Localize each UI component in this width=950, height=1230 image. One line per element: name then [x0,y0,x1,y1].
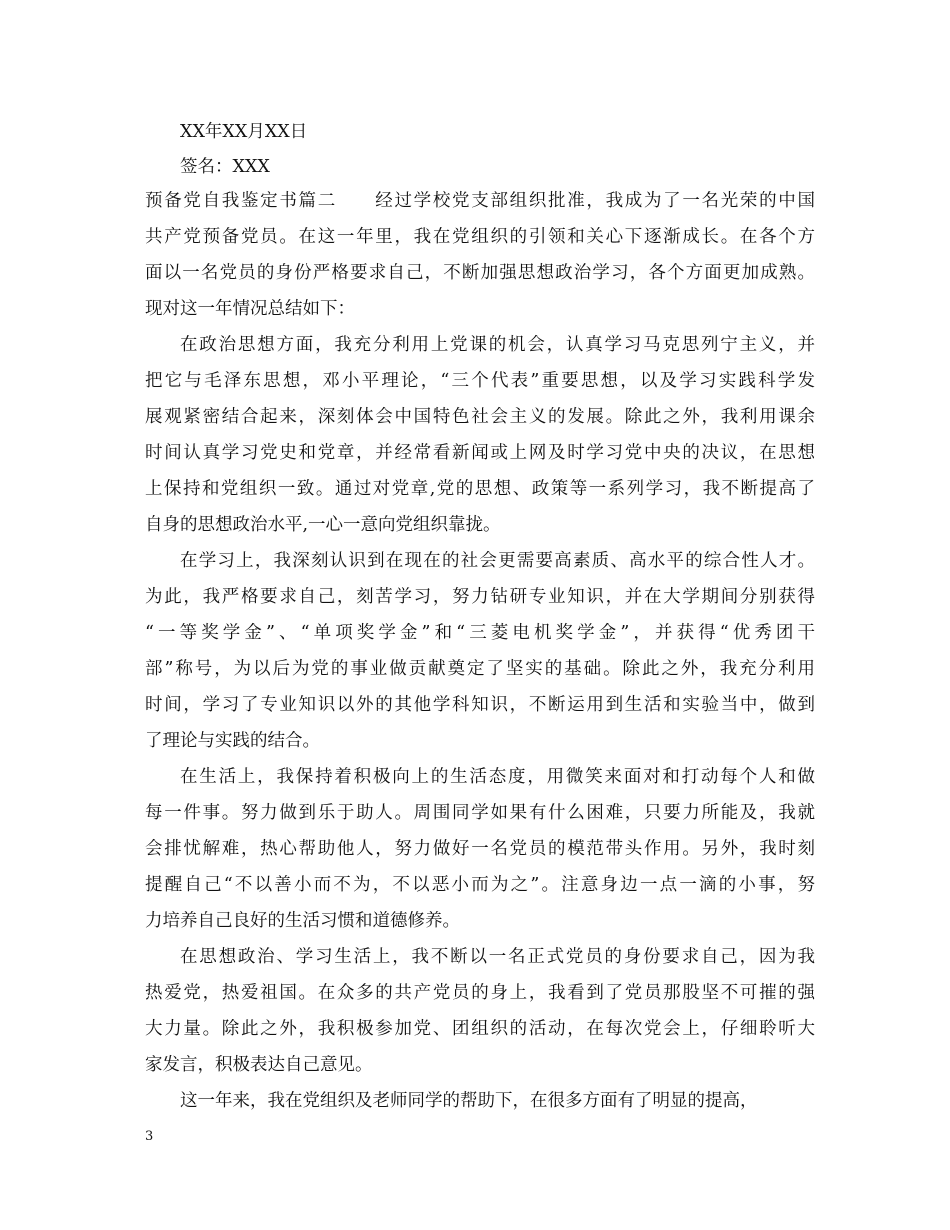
body-line: 提醒自己“不以善小而不为，不以恶小而为之”。注意身边一点一滴的小事，努 [145,875,815,895]
paragraph-first-line: 在学习上，我深刻认识到在现在的社会更需要高素质、高水平的综合性人才。 [180,551,815,571]
body-line: 时间认真学习党史和党章，并经常看新闻或上网及时学习党中央的决议，在思想 [145,443,815,463]
body-line: 部”称号，为以后为党的事业做贡献奠定了坚实的基础。除此之外，我充分利用 [145,659,815,679]
body-line: 面以一名党员的身份严格要求自己，不断加强思想政治学习，各个方面更加成熟。 [145,263,815,283]
date-line: XX年XX月XX日 [180,122,308,142]
body-line: 现对这一年情况总结如下： [145,299,355,319]
body-line: “一等奖学金”、“单项奖学金”和“三菱电机奖学金”，并获得“优秀团干 [145,623,815,643]
paragraph-first-line: 在政治思想方面，我充分利用上党课的机会，认真学习马克思列宁主义，并 [180,335,815,355]
body-line: 热爱党，热爱祖国。在众多的共产党员的身上，我看到了党员那股坚不可摧的强 [145,983,815,1003]
paragraph-first-line: 这一年来，我在党组织及老师同学的帮助下，在很多方面有了明显的提高， [180,1091,758,1111]
body-line: 上保持和党组织一致。通过对党章,党的思想、政策等一系列学习，我不断提高了 [145,479,815,499]
body-line: 把它与毛泽东思想，邓小平理论，“三个代表”重要思想，以及学习实践科学发 [145,371,815,391]
body-line: 家发言，积极表达自己意见。 [145,1055,373,1075]
paragraph-first-line: 在思想政治、学习生活上，我不断以一名正式党员的身份要求自己，因为我 [180,947,815,967]
body-line: 时间，学习了专业知识以外的其他学科知识，不断运用到生活和实验当中，做到 [145,695,815,715]
body-line: 了理论与实践的结合。 [145,731,320,751]
body-line: 会排忧解难，热心帮助他人，努力做好一名党员的模范带头作用。另外，我时刻 [145,839,815,859]
page-number: 3 [145,1129,154,1144]
paragraph-first-line: 在生活上，我保持着积极向上的生活态度，用微笑来面对和打动每个人和做 [180,767,815,787]
body-line: 自身的思想政治水平,一心一意向党组织靠拢。 [145,515,501,535]
body-line: 为此，我严格要求自己，刻苦学习，努力钻研专业知识，并在大学期间分别获得 [145,587,815,607]
body-line: 力培养自己良好的生活习惯和道德修养。 [145,911,460,931]
body-line: 每一件事。努力做到乐于助人。周围同学如果有什么困难，只要力所能及，我就 [145,803,815,823]
signature-line: 签名：XXX [180,157,270,177]
body-line: 展观紧密结合起来，深刻体会中国特色社会主义的发展。除此之外，我利用课余 [145,407,815,427]
body-line: 共产党预备党员。在这一年里，我在党组织的引领和关心下逐渐成长。在各个方 [145,227,815,247]
body-line: 大力量。除此之外，我积极参加党、团组织的活动，在每次党会上，仔细聆听大 [145,1019,815,1039]
body-line: 预备党自我鉴定书篇二 经过学校党支部组织批准，我成为了一名光荣的中国 [145,191,815,211]
